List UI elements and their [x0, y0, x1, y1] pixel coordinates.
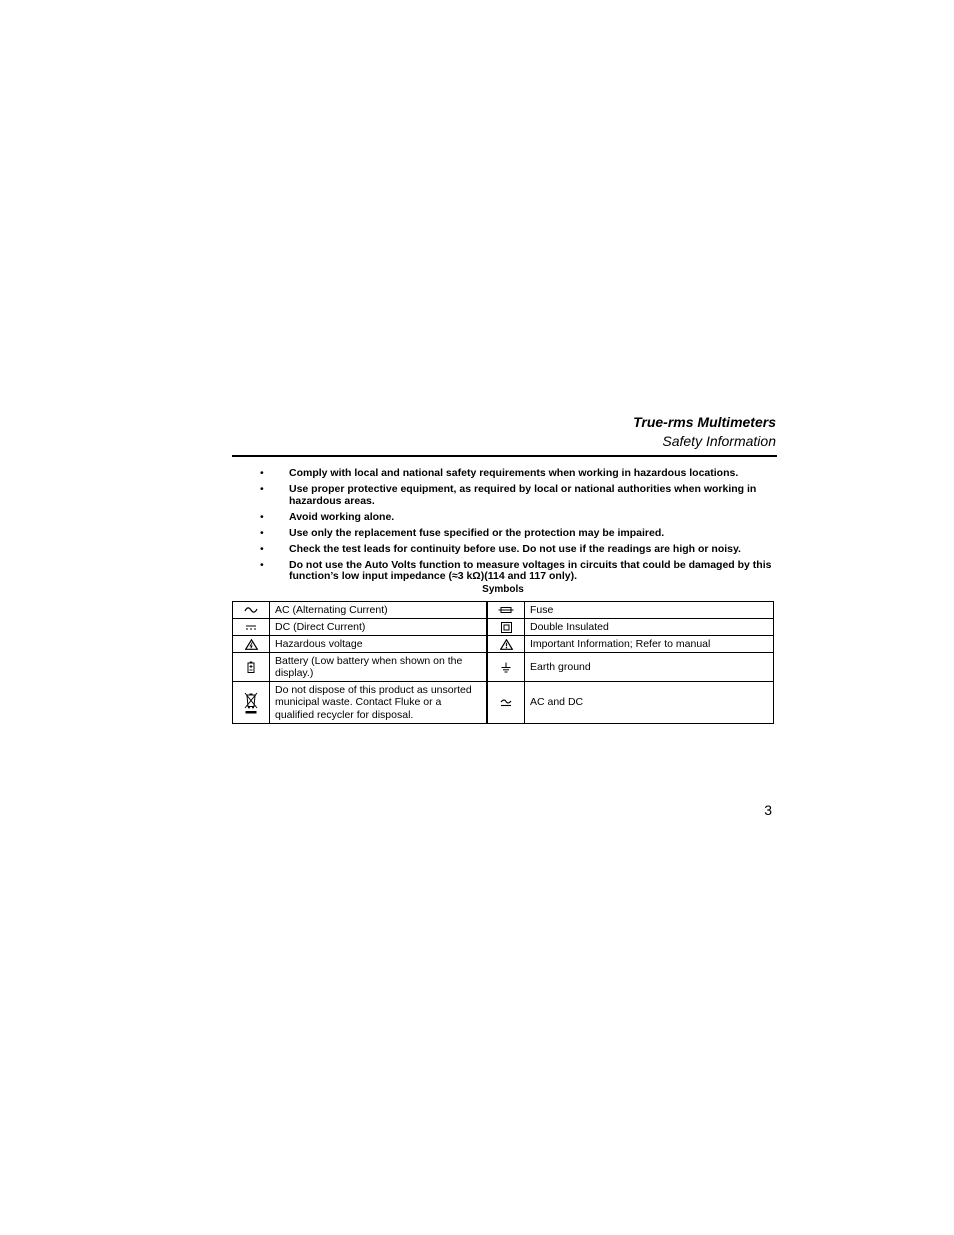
- page-number: 3: [764, 802, 772, 818]
- list-item-text: Check the test leads for continuity before use. Do not use if the readings are high or noisy.: [289, 542, 741, 555]
- battery-icon: [247, 661, 255, 673]
- symbols-table: [232, 601, 774, 724]
- symbol-description: Earth ground: [525, 653, 774, 682]
- ac-and-dc-icon: [500, 699, 512, 707]
- symbol-cell: [487, 636, 525, 653]
- weee-crossed-bin-icon: [244, 692, 258, 714]
- list-item-text: Comply with local and national safety requirements when working in hazardous locations.: [289, 467, 739, 479]
- bullet-glyph: •: [260, 510, 264, 523]
- header-divider: [232, 455, 777, 457]
- symbol-description: Do not dispose of this product as unsorted municipal waste. Contact Fluke or a qualified recycler for disposal.: [270, 682, 488, 724]
- symbol-description: AC and DC: [525, 682, 774, 724]
- symbol-cell: [487, 602, 525, 619]
- symbol-description: Double Insulated: [525, 619, 774, 636]
- running-header-title: True-rms Multimeters: [633, 414, 776, 430]
- symbols-table-caption: Symbols: [482, 584, 524, 595]
- list-item: [260, 528, 780, 540]
- dc-icon: [245, 624, 257, 631]
- ac-sine-icon: [244, 606, 258, 614]
- list-item-text: Avoid working alone.: [289, 510, 395, 523]
- symbol-description: AC (Alternating Current): [270, 602, 488, 619]
- table-row: [233, 636, 774, 653]
- double-insulated-icon: [501, 622, 512, 633]
- symbol-description: DC (Direct Current): [270, 619, 488, 636]
- list-item: [260, 468, 780, 480]
- list-item-text: Use only the replacement fuse specified or the protection may be impaired.: [289, 526, 665, 539]
- list-item: [260, 560, 780, 583]
- bullet-glyph: •: [260, 558, 264, 571]
- symbol-cell: [233, 682, 270, 724]
- table-row: [233, 602, 774, 619]
- symbol-description: Important Information; Refer to manual: [525, 636, 774, 653]
- hazardous-voltage-icon: [245, 639, 258, 650]
- symbol-cell: [233, 653, 270, 682]
- table-row: [233, 619, 774, 636]
- bullet-glyph: •: [260, 467, 264, 479]
- symbol-cell: [487, 653, 525, 682]
- running-header-subtitle: Safety Information: [662, 433, 776, 449]
- symbol-description: Battery (Low battery when shown on the display.): [270, 653, 488, 682]
- symbol-cell: [487, 619, 525, 636]
- bullet-glyph: •: [260, 526, 264, 539]
- list-item: [260, 512, 780, 524]
- symbol-cell: [487, 682, 525, 724]
- safety-bullet-list: [260, 468, 780, 587]
- warning-icon: [500, 639, 513, 650]
- symbol-cell: [233, 619, 270, 636]
- symbol-cell: [233, 636, 270, 653]
- list-item: [260, 544, 780, 556]
- symbol-cell: [233, 602, 270, 619]
- fuse-icon: [498, 606, 514, 614]
- list-item-text: Use proper protective equipment, as required by local or national authorities when working in hazardous areas.: [289, 483, 757, 507]
- earth-ground-icon: [501, 662, 511, 673]
- list-item: [260, 484, 780, 507]
- symbol-description: Fuse: [525, 602, 774, 619]
- table-row: [233, 653, 774, 682]
- symbol-description: Hazardous voltage: [270, 636, 488, 653]
- list-item-text: Do not use the Auto Volts function to measure voltages in circuits that could be damaged by this function’s low input impedance (≈3 kΩ)(114 and 117 only).: [289, 558, 772, 582]
- bullet-glyph: •: [260, 542, 264, 555]
- table-row: [233, 682, 774, 724]
- bullet-glyph: •: [260, 483, 264, 495]
